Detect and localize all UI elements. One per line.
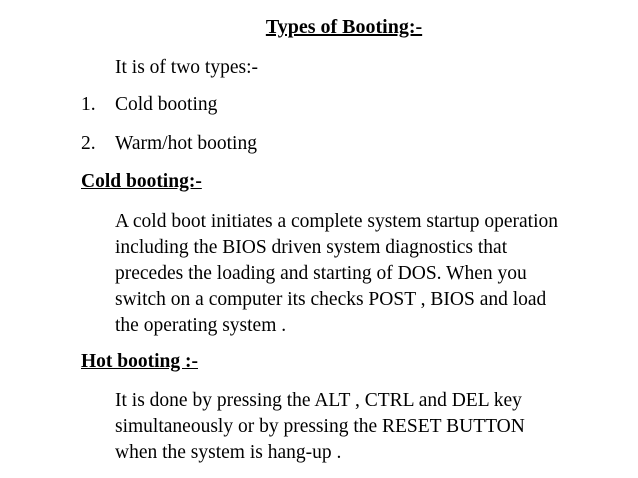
hot-booting-paragraph xyxy=(115,388,625,466)
list-item-label: Warm/hot booting xyxy=(115,133,257,154)
paragraph-line: precedes the loading and starting of DOS. When you xyxy=(115,263,527,284)
paragraph-line: simultaneously or by pressing the RESET BUTTON xyxy=(115,416,525,437)
paragraph-line: It is done by pressing the ALT , CTRL and DEL key xyxy=(115,390,522,411)
paragraph-line: switch on a computer its checks POST , BIOS and load xyxy=(115,289,547,310)
list-number: 1. xyxy=(81,94,96,115)
cold-booting-heading: Cold booting:- xyxy=(81,171,202,192)
list-number: 2. xyxy=(81,133,96,154)
page-title: Types of Booting:- xyxy=(265,16,423,38)
paragraph-line: the operating system . xyxy=(115,315,287,336)
cold-booting-paragraph xyxy=(115,209,625,339)
intro-text: It is of two types:- xyxy=(115,57,258,78)
list-item xyxy=(81,93,217,117)
list-item xyxy=(81,132,257,156)
paragraph-line: including the BIOS driven system diagnostics that xyxy=(115,237,508,258)
paragraph-line: A cold boot initiates a complete system startup operation xyxy=(115,211,558,232)
hot-booting-heading: Hot booting :- xyxy=(81,351,198,372)
paragraph-line: when the system is hang-up . xyxy=(115,442,342,463)
list-item-label: Cold booting xyxy=(115,94,218,115)
